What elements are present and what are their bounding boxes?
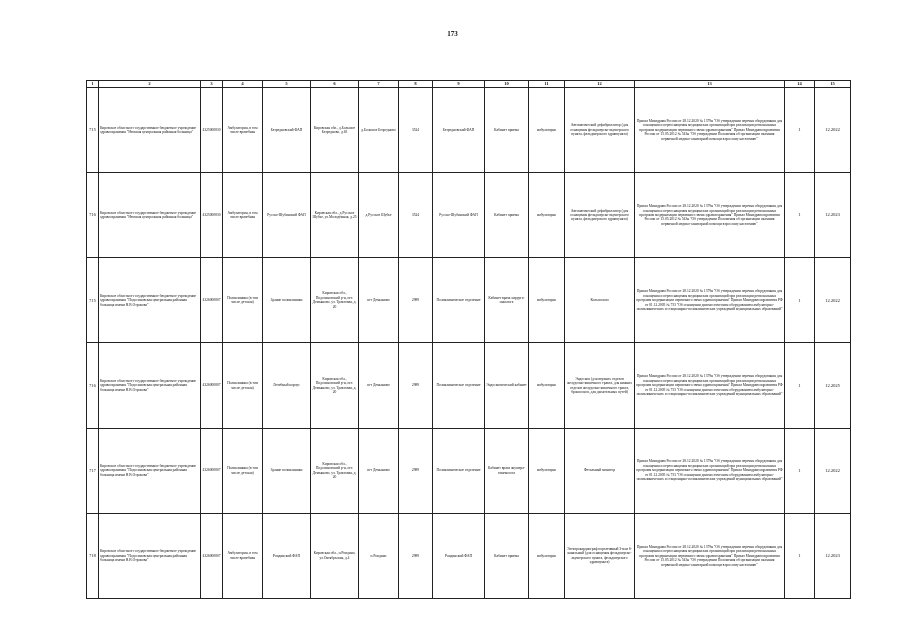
- quantity: 1: [785, 173, 815, 258]
- legal-basis: Приказ Минздрава России от 28.12.2020 № 1379н "Об утверждении перечня оборудования для оснащения и переоснащения медицинских организаций при реализации региональных программ модернизации первичного звена здравоохранения" Приказ Минздравсоцразвития России от 15.05.2012 № 543н "Об утверждении Положения об организации оказания первичной медико-санитарной помощи взрослому населению": [635, 88, 785, 173]
- column-header: 9: [433, 81, 485, 88]
- organization-name: Кировское областное государственное бюджетное учреждение здравоохранения "Подосиновская центральная районная больница имени Н.В.Отрокова": [99, 513, 201, 598]
- quantity: 1: [785, 258, 815, 343]
- address: Кировская обл., Подосиновский р-н, пгт. Демьяново, ул. Трактовая, д. 20: [311, 343, 359, 428]
- delivery-date: 12.2022: [815, 428, 851, 513]
- unit-name: Русско-Шубинский ФАП: [263, 173, 311, 258]
- column-header: 2: [99, 81, 201, 88]
- care-form: амбулаторно: [529, 513, 565, 598]
- delivery-date: 12.2023: [815, 173, 851, 258]
- column-header: 14: [785, 81, 815, 88]
- settlement-code: 3524: [399, 88, 433, 173]
- legal-basis: Приказ Минздрава России от 28.12.2020 № 1379н "Об утверждении перечня оборудования для оснащения и переоснащения медицинских организаций при реализации региональных программ модернизации первичного звена здравоохранения" Приказ Минздравсоцразвития России от 15.05.2012 № 543н "Об утверждении Положения об организации оказания первичной медико-санитарной помощи взрослому населению": [635, 513, 785, 598]
- locality: пгт Демьяново: [359, 258, 399, 343]
- legal-basis: Приказ Минздрава России от 28.12.2020 № 1379н "Об утверждении перечня оборудования для оснащения и переоснащения медицинских организаций при реализации региональных программ модернизации первичного звена здравоохранения" Приказ Минздравсоцразвития РФ от 01.12.2005 № 753 "Об оснащении диагностическим оборудованием амбулаторно-поликлинических и стационарно-поликлинических учреждений муниципальных образований": [635, 343, 785, 428]
- unit-name: Здание поликлиники: [263, 258, 311, 343]
- settlement-code: 2989: [399, 428, 433, 513]
- settlement-code: 2989: [399, 258, 433, 343]
- table-row: [87, 88, 851, 173]
- delivery-date: 12.2022: [815, 88, 851, 173]
- quantity: 1: [785, 428, 815, 513]
- facility-type: Поликлиника (в том числе детская): [223, 428, 263, 513]
- equipment-name: Автоматический дефибриллятор (для оснащения фельдшерско-акушерского пункта, фельдшерского здравпункта): [565, 173, 635, 258]
- room-name: Кабинет приема: [485, 88, 529, 173]
- quantity: 1: [785, 513, 815, 598]
- column-header: 1: [87, 81, 99, 88]
- facility-type: Поликлиника (в том числе детская): [223, 258, 263, 343]
- department: Безредновский ФАП: [433, 88, 485, 173]
- settlement-code: 2989: [399, 513, 433, 598]
- row-number: 715: [87, 88, 99, 173]
- table-row: [87, 428, 851, 513]
- locality: д.Большое Безредново: [359, 88, 399, 173]
- locality: пгт Демьяново: [359, 343, 399, 428]
- department: Русско-Шубинский ФАП: [433, 173, 485, 258]
- care-form: амбулаторно: [529, 428, 565, 513]
- department: Поликлиническое отделение: [433, 343, 485, 428]
- quantity: 1: [785, 88, 815, 173]
- column-header: 5: [263, 81, 311, 88]
- inn-code: 4325000830: [201, 88, 223, 173]
- room-name: Эндоскопический кабинет: [485, 343, 529, 428]
- locality: д.Русское Шубье: [359, 173, 399, 258]
- column-header: 15: [815, 81, 851, 88]
- unit-name: Роидинский ФАП: [263, 513, 311, 598]
- department: Роидинский ФАП: [433, 513, 485, 598]
- quantity: 1: [785, 343, 815, 428]
- row-number: 718: [87, 513, 99, 598]
- inn-code: 4325000830: [201, 173, 223, 258]
- equipment-name: Электрокардиограф портативный 3-или 6-канальный (для оснащения фельдшерско-акушерского пункта, фельдшерского здравпункта): [565, 513, 635, 598]
- equipment-name: Автоматический дефибриллятор (для оснащения фельдшерско-акушерского пункта, фельдшерского здравпункта): [565, 88, 635, 173]
- address: Кировская обл., Подосиновский р-н, пгт. Демьяново, ул. Трактовая, д. 20: [311, 428, 359, 513]
- equipment-table: [86, 80, 851, 599]
- room-name: Кабинет приема: [485, 513, 529, 598]
- column-header: 4: [223, 81, 263, 88]
- organization-name: Кировское областное государственное бюджетное учреждение здравоохранения "Немская центральная районная больница": [99, 173, 201, 258]
- column-header: 11: [529, 81, 565, 88]
- column-header: 12: [565, 81, 635, 88]
- table-row: [87, 343, 851, 428]
- organization-name: Кировское областное государственное бюджетное учреждение здравоохранения "Немская центральная районная больница": [99, 88, 201, 173]
- legal-basis: Приказ Минздрава России от 28.12.2020 № 1379н "Об утверждении перечня оборудования для оснащения и переоснащения медицинских организаций при реализации региональных программ модернизации первичного звена здравоохранения" Приказ Минздравсоцразвития РФ от 01.12.2005 № 753 "Об оснащении диагностическим оборудованием амбулаторно-поликлинических и стационарно-поликлинических учреждений муниципальных образований": [635, 428, 785, 513]
- inn-code: 4326000807: [201, 343, 223, 428]
- row-number: 715: [87, 258, 99, 343]
- care-form: амбулаторно: [529, 343, 565, 428]
- inn-code: 4326000807: [201, 258, 223, 343]
- delivery-date: 12.2023: [815, 513, 851, 598]
- column-header: 7: [359, 81, 399, 88]
- unit-name: Здание поликлиники: [263, 428, 311, 513]
- facility-type: Поликлиника (в том числе детская): [223, 343, 263, 428]
- settlement-code: 2989: [399, 343, 433, 428]
- row-number: 716: [87, 173, 99, 258]
- table-row: [87, 513, 851, 598]
- table-row: [87, 173, 851, 258]
- equipment-name: Фетальный монитор: [565, 428, 635, 513]
- organization-name: Кировское областное государственное бюджетное учреждение здравоохранения "Подосиновская центральная районная больница имени Н.В.Отрокова": [99, 343, 201, 428]
- care-form: амбулаторно: [529, 258, 565, 343]
- department: Поликлиническое отделение: [433, 428, 485, 513]
- address: Кировская обл., Подосиновский р-н, пгт. Демьяново, ул. Трактовая, д. 20: [311, 258, 359, 343]
- equipment-name: Кольпоскоп: [565, 258, 635, 343]
- locality: пгт Демьяново: [359, 428, 399, 513]
- care-form: амбулаторно: [529, 88, 565, 173]
- delivery-date: 12.2025: [815, 343, 851, 428]
- column-header: 3: [201, 81, 223, 88]
- column-header: 13: [635, 81, 785, 88]
- organization-name: Кировское областное государственное бюджетное учреждение здравоохранения "Подосиновская центральная районная больница имени Н.В.Отрокова": [99, 258, 201, 343]
- page-number: 173: [447, 30, 458, 38]
- column-header: 10: [485, 81, 529, 88]
- room-name: Кабинет врача хирурга-онколога: [485, 258, 529, 343]
- care-form: амбулаторно: [529, 173, 565, 258]
- facility-type: Амбулатория, в том числе врачебная: [223, 173, 263, 258]
- equipment-name: Эндоскоп (для верхних отделов желудочно-кишечного тракта, для нижних отделов желудочно-кишечного тракта, бронхоскоп, для дыхательных путей): [565, 343, 635, 428]
- column-numbers-row: [87, 81, 851, 88]
- locality: п.Роидино: [359, 513, 399, 598]
- delivery-date: 12.2022: [815, 258, 851, 343]
- facility-type: Амбулатория, в том числе врачебная: [223, 88, 263, 173]
- table-row: [87, 258, 851, 343]
- settlement-code: 3524: [399, 173, 433, 258]
- row-number: 716: [87, 343, 99, 428]
- facility-type: Амбулатория, в том числе врачебная: [223, 513, 263, 598]
- room-name: Кабинет врача акушера-гинеколога: [485, 428, 529, 513]
- column-header: 6: [311, 81, 359, 88]
- unit-name: Лечебный корпус: [263, 343, 311, 428]
- address: Кировская обл., д.Русское Шубье, ул.Молодёжная, д.25: [311, 173, 359, 258]
- unit-name: Безредновский ФАП: [263, 88, 311, 173]
- column-header: 8: [399, 81, 433, 88]
- legal-basis: Приказ Минздрава России от 28.12.2020 № 1379н "Об утверждении перечня оборудования для оснащения и переоснащения медицинских организаций при реализации региональных программ модернизации первичного звена здравоохранения" Приказ Минздравсоцразвития РФ от 01.12.2005 № 753 "Об оснащении диагностическим оборудованием амбулаторно-поликлинических и стационарно-поликлинических учреждений муниципальных образований": [635, 258, 785, 343]
- address: Кировская обл., п.Роидино, ул.Октябрьская, д.4: [311, 513, 359, 598]
- inn-code: 4326000807: [201, 513, 223, 598]
- organization-name: Кировское областное государственное бюджетное учреждение здравоохранения "Подосиновская центральная районная больница имени Н.В.Отрокова": [99, 428, 201, 513]
- inn-code: 4326000807: [201, 428, 223, 513]
- legal-basis: Приказ Минздрава России от 28.12.2020 № 1379н "Об утверждении перечня оборудования для оснащения и переоснащения медицинских организаций при реализации региональных программ модернизации первичного звена здравоохранения" Приказ Минздравсоцразвития России от 15.05.2012 № 543н "Об утверждении Положения об организации оказания первичной медико-санитарной помощи взрослому населению": [635, 173, 785, 258]
- address: Кировская обл., д.Большое Безредново, д.65: [311, 88, 359, 173]
- room-name: Кабинет приема: [485, 173, 529, 258]
- row-number: 717: [87, 428, 99, 513]
- department: Поликлиническое отделение: [433, 258, 485, 343]
